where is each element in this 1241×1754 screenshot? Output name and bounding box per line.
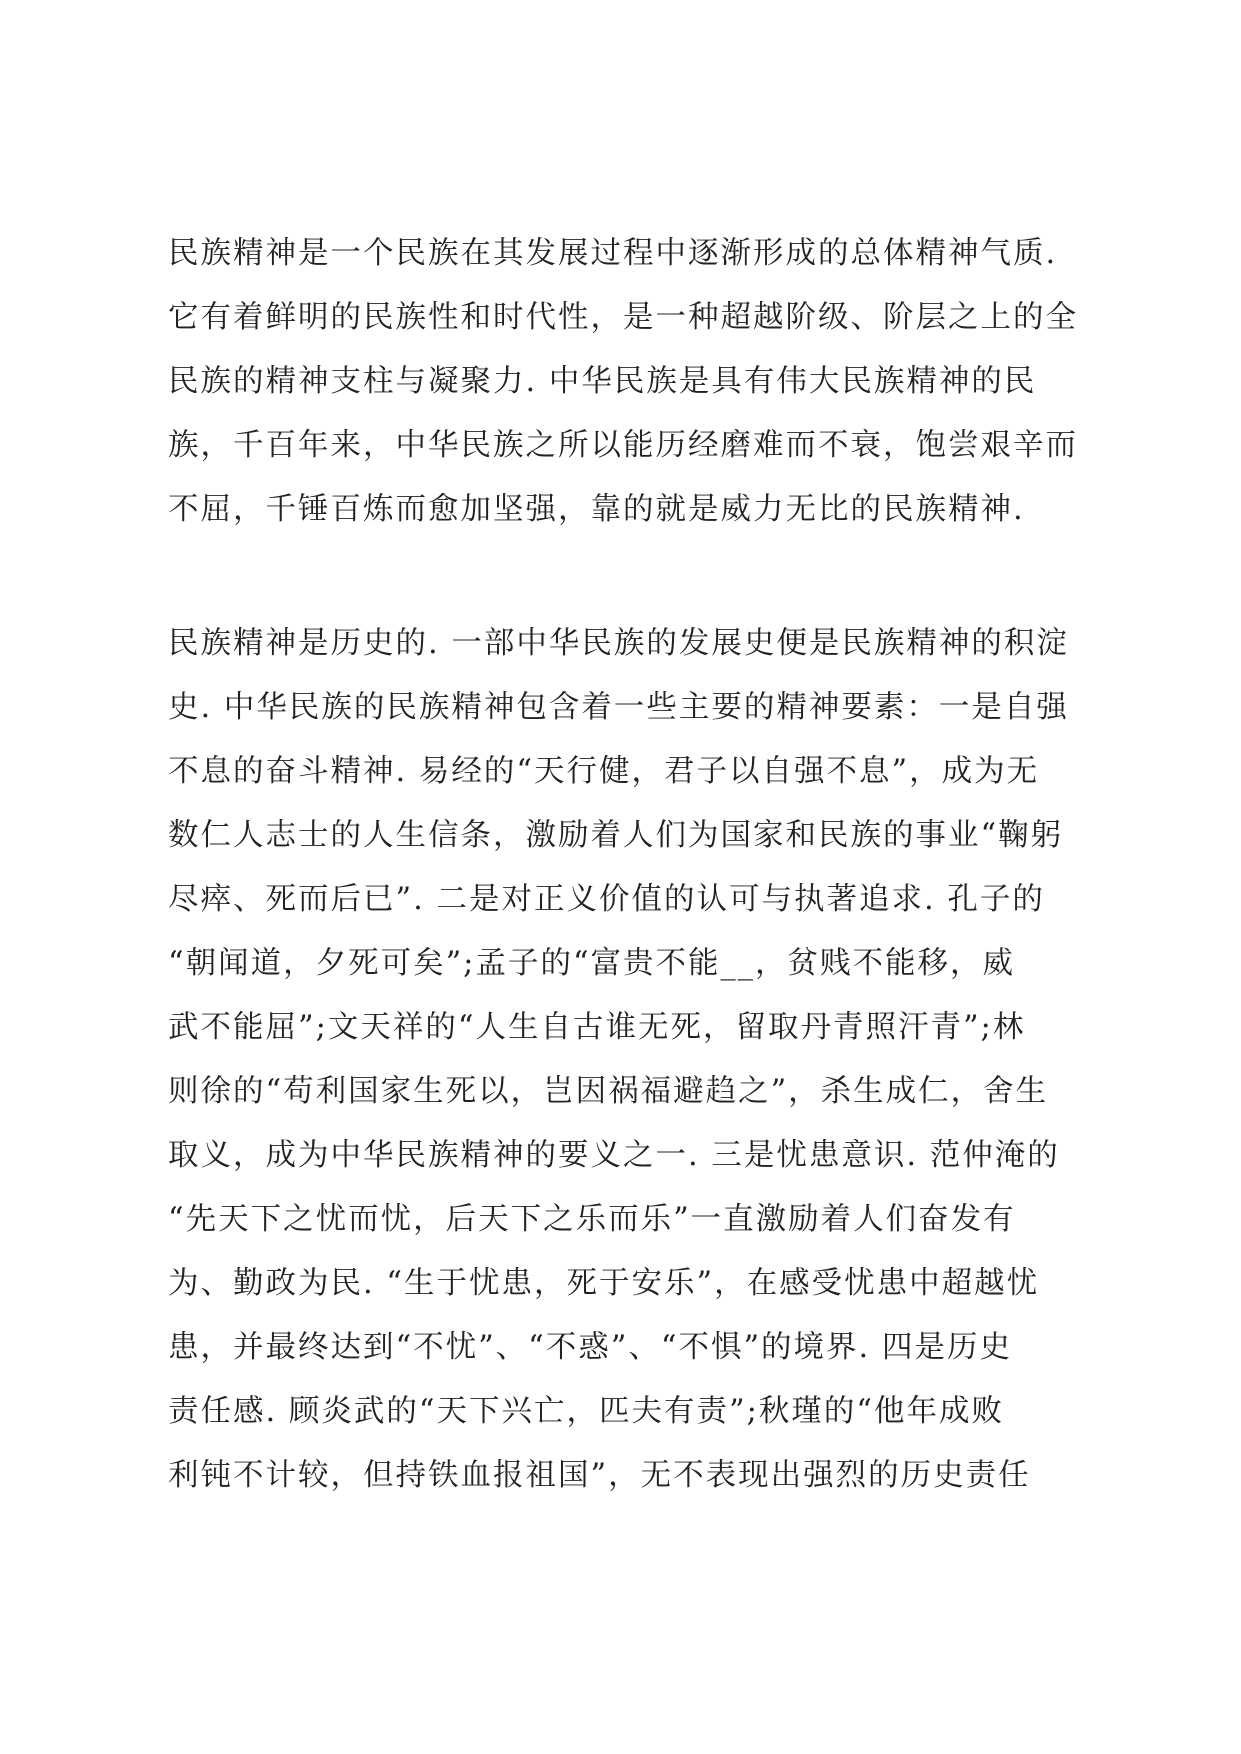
text-line: 利钝不计较，但持铁血报祖国”，无不表现出强烈的历史责任: [168, 1458, 1031, 1493]
text-line: 不屈，千锤百炼而愈加坚强，靠的就是威力无比的民族精神.: [168, 492, 1025, 527]
text-line: “朝闻道，夕死可矣”;孟子的“富贵不能__，贫贱不能移，威: [168, 946, 1016, 981]
text-line: 数仁人志士的人生信条，激励着人们为国家和民族的事业“鞠躬: [168, 818, 1064, 853]
text-line: 取义，成为中华民族精神的要义之一. 三是忧患意识. 范仲淹的: [168, 1138, 1060, 1173]
text-line: 民族精神是一个民族在其发展过程中逐渐形成的总体精神气质.: [168, 236, 1058, 271]
text-line: 史. 中华民族的民族精神包含着一些主要的精神要素：一是自强: [168, 690, 1069, 725]
text-line: 民族精神是历史的. 一部中华民族的发展史便是民族精神的积淀: [168, 626, 1069, 661]
text-line: 尽瘁、死而后已”. 二是对正义价值的认可与执著追求. 孔子的: [168, 882, 1045, 917]
text-line: 武不能屈”;文天祥的“人生自古谁无死，留取丹青照汗青”;林: [168, 1010, 1026, 1045]
paragraph-1: [168, 222, 1098, 542]
text-line: 为、勤政为民. “生于忧患，死于安乐”，在感受忧患中超越忧: [168, 1266, 1040, 1301]
text-line: 患，并最终达到“不忧”、“不惑”、“不惧”的境界. 四是历史: [168, 1330, 1012, 1365]
text-line: 族，千百年来，中华民族之所以能历经磨难而不衰，饱尝艰辛而: [168, 428, 1078, 463]
text-line: 它有着鲜明的民族性和时代性，是一种超越阶级、阶层之上的全: [168, 300, 1078, 335]
text-line: 民族的精神支柱与凝聚力. 中华民族是具有伟大民族精神的民: [168, 364, 1037, 399]
paragraph-2: [168, 612, 1098, 1508]
text-line: 则徐的“苟利国家生死以，岂因祸福避趋之”，杀生成仁，舍生: [168, 1074, 1049, 1109]
text-line: 责任感. 顾炎武的“天下兴亡，匹夫有责”;秋瑾的“他年成败: [168, 1394, 1004, 1429]
text-line: 不息的奋斗精神. 易经的“天行健，君子以自强不息”，成为无: [168, 754, 1040, 789]
text-line: “先天下之忧而忧，后天下之乐而乐”一直激励着人们奋发有: [168, 1202, 1016, 1237]
